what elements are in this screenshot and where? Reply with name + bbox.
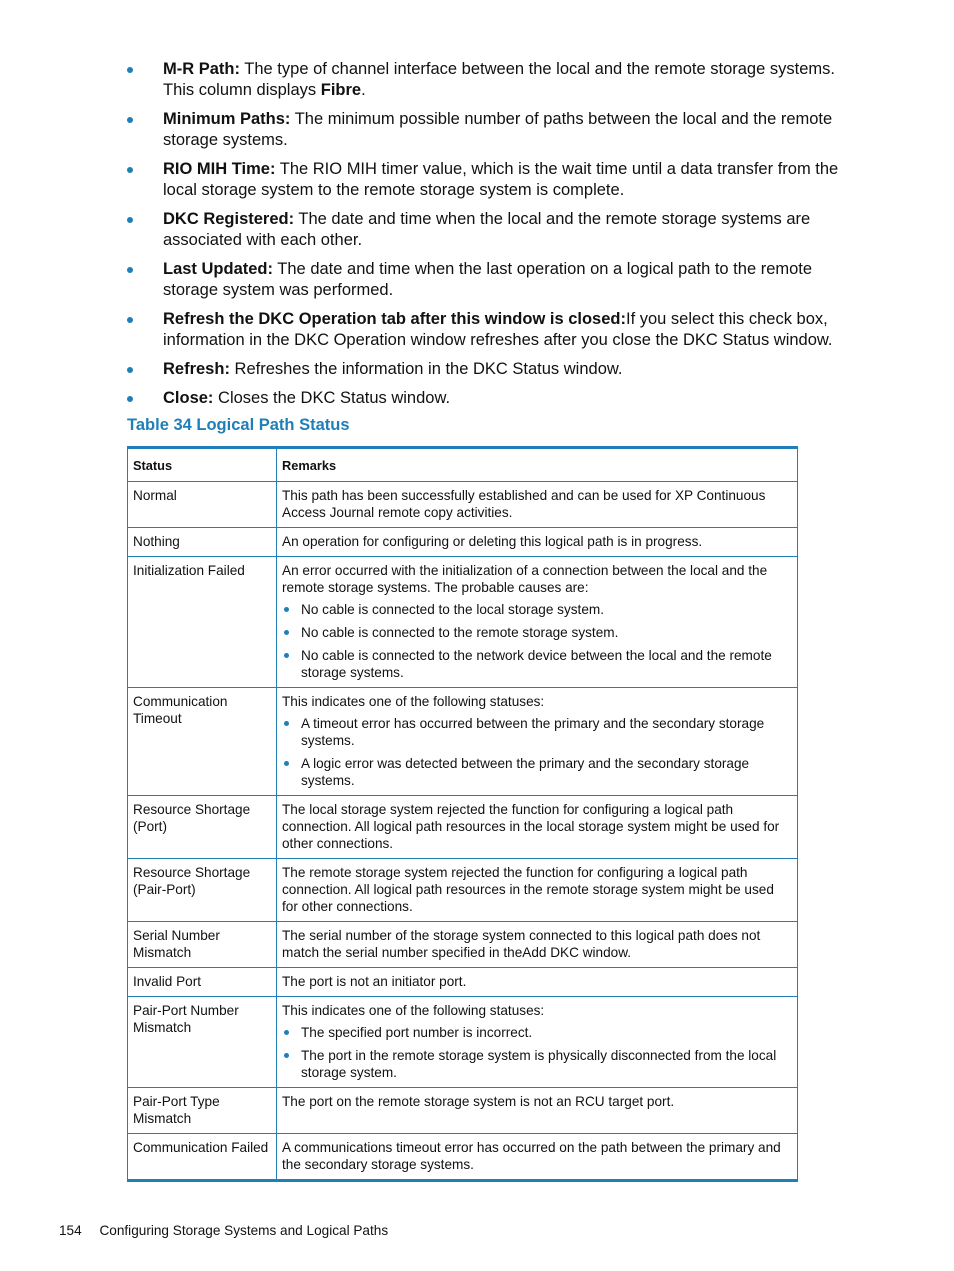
footer-section-title: Configuring Storage Systems and Logical Paths — [99, 1223, 389, 1238]
table-row — [128, 688, 798, 796]
status-cell: Resource Shortage (Port) — [128, 796, 277, 859]
list-item-description: The type of channel interface between the local and the remote storage systems. This column displays — [163, 60, 835, 99]
bullet-dot-icon — [284, 653, 289, 658]
remarks-bullet-text: A timeout error has occurred between the primary and the secondary storage systems. — [301, 716, 765, 748]
remarks-bullet-text: No cable is connected to the remote storage system. — [301, 625, 619, 640]
status-cell: Serial Number Mismatch — [128, 922, 277, 968]
bullet-dot-icon — [284, 630, 289, 635]
status-cell: Communication Timeout — [128, 688, 277, 796]
remarks-text: The local storage system rejected the function for configuring a logical path connection. All logical path resources in the local storage system might be used for other connections. — [282, 802, 780, 851]
list-item — [127, 309, 867, 351]
status-cell: Normal — [128, 482, 277, 528]
remarks-text: The serial number of the storage system connected to this logical path does not match the serial number specified in theAdd DKC window. — [282, 928, 761, 960]
list-item-term: DKC Registered: — [163, 210, 295, 228]
remarks-bullet-item — [282, 1024, 793, 1041]
table-row — [128, 528, 798, 557]
list-item — [127, 209, 867, 251]
page-number: 154 — [59, 1223, 82, 1238]
table-row — [128, 997, 798, 1088]
remarks-text: The remote storage system rejected the function for configuring a logical path connection. All logical path resources in the remote storage system might be used for other connections. — [282, 865, 774, 914]
remarks-bullet-text: The port in the remote storage system is physically disconnected from the local storage system. — [301, 1048, 777, 1080]
bullet-dot-icon — [284, 721, 289, 726]
bullet-dot-icon — [127, 67, 133, 73]
bullet-dot-icon — [127, 317, 133, 323]
table-row — [128, 922, 798, 968]
remarks-cell — [277, 796, 798, 859]
remarks-text: An error occurred with the initialization of a connection between the local and the remote storage systems. The probable causes are: — [282, 563, 768, 595]
list-item-description: Refreshes the information in the DKC Status window. — [229, 360, 623, 378]
bullet-dot-icon — [127, 167, 133, 173]
table-row — [128, 968, 798, 997]
status-cell: Invalid Port — [128, 968, 277, 997]
remarks-text: This path has been successfully established and can be used for XP Continuous Access Journal remote copy activities. — [282, 488, 766, 520]
status-cell: Pair-Port Type Mismatch — [128, 1088, 277, 1134]
remarks-text: The port is not an initiator port. — [282, 974, 467, 989]
bullet-dot-icon — [127, 217, 133, 223]
remarks-bullet-text: The specified port number is incorrect. — [301, 1025, 533, 1040]
table-row — [128, 482, 798, 528]
remarks-cell — [277, 1088, 798, 1134]
list-item-value: Fibre — [320, 81, 362, 99]
list-item-term: Close: — [163, 389, 214, 407]
remarks-bullet-item — [282, 624, 793, 641]
remarks-bullet-list — [282, 1024, 793, 1081]
remarks-cell — [277, 557, 798, 688]
list-item-tail: . — [361, 81, 366, 99]
bullet-dot-icon — [127, 117, 133, 123]
list-item-description: The minimum possible number of paths between the local and the remote storage systems. — [163, 110, 833, 149]
remarks-bullet-text: No cable is connected to the network device between the local and the remote storage systems. — [301, 648, 772, 680]
remarks-bullet-item — [282, 647, 793, 681]
remarks-text: The port on the remote storage system is not an RCU target port. — [282, 1094, 675, 1109]
remarks-bullet-list — [282, 715, 793, 789]
table-row — [128, 1134, 798, 1181]
remarks-bullet-text: No cable is connected to the local storage system. — [301, 602, 604, 617]
remarks-bullet-item — [282, 715, 793, 749]
column-header-remarks: Remarks — [277, 448, 798, 482]
remarks-bullet-item — [282, 601, 793, 618]
remarks-cell — [277, 968, 798, 997]
table-row — [128, 557, 798, 688]
list-item-description: If you select this check box, information in the DKC Operation window refreshes after you close the DKC Status window. — [163, 310, 833, 349]
remarks-bullet-item — [282, 1047, 793, 1081]
remarks-cell — [277, 528, 798, 557]
remarks-cell — [277, 922, 798, 968]
list-item — [127, 388, 867, 409]
list-item-term: RIO MIH Time: — [163, 160, 276, 178]
list-item-description: The date and time when the local and the remote storage systems are associated with each other. — [163, 210, 811, 249]
remarks-cell — [277, 997, 798, 1088]
list-item-description: The date and time when the last operation on a logical path to the remote storage system was performed. — [163, 260, 813, 299]
remarks-bullet-item — [282, 755, 793, 789]
list-item-term: M-R Path: — [163, 60, 240, 78]
logical-path-status-table — [127, 446, 798, 1182]
status-cell: Nothing — [128, 528, 277, 557]
remarks-bullet-list — [282, 601, 793, 681]
remarks-cell — [277, 1134, 798, 1181]
field-description-list — [127, 59, 867, 417]
status-cell: Pair-Port Number Mismatch — [128, 997, 277, 1088]
page-footer — [59, 1223, 388, 1238]
list-item-term: Refresh the DKC Operation tab after this window is closed: — [163, 310, 626, 328]
status-cell: Communication Failed — [128, 1134, 277, 1181]
status-cell: Initialization Failed — [128, 557, 277, 688]
list-item-description: The RIO MIH timer value, which is the wait time until a data transfer from the local storage system to the remote storage system is complete. — [163, 160, 839, 199]
list-item — [127, 159, 867, 201]
status-cell: Resource Shortage (Pair-Port) — [128, 859, 277, 922]
list-item-term: Minimum Paths: — [163, 110, 291, 128]
list-item — [127, 359, 867, 380]
table-caption: Table 34 Logical Path Status — [127, 416, 350, 434]
table-header-row — [128, 448, 798, 482]
list-item-description: Closes the DKC Status window. — [213, 389, 451, 407]
remarks-text: A communications timeout error has occurred on the path between the primary and the secondary storage systems. — [282, 1140, 781, 1172]
bullet-dot-icon — [284, 1053, 289, 1058]
bullet-dot-icon — [127, 396, 133, 402]
table-row — [128, 1088, 798, 1134]
remarks-cell — [277, 688, 798, 796]
remarks-text: This indicates one of the following statuses: — [282, 694, 545, 709]
table-row — [128, 796, 798, 859]
list-item-term: Refresh: — [163, 360, 230, 378]
list-item — [127, 259, 867, 301]
remarks-cell — [277, 859, 798, 922]
table-row — [128, 859, 798, 922]
bullet-dot-icon — [127, 367, 133, 373]
column-header-status: Status — [128, 448, 277, 482]
remarks-cell — [277, 482, 798, 528]
bullet-dot-icon — [284, 607, 289, 612]
list-item — [127, 59, 867, 101]
bullet-dot-icon — [284, 1030, 289, 1035]
remarks-text: An operation for configuring or deleting this logical path is in progress. — [282, 534, 703, 549]
remarks-text: This indicates one of the following statuses: — [282, 1003, 545, 1018]
list-item-term: Last Updated: — [163, 260, 274, 278]
remarks-bullet-text: A logic error was detected between the primary and the secondary storage systems. — [301, 756, 750, 788]
bullet-dot-icon — [284, 761, 289, 766]
bullet-dot-icon — [127, 267, 133, 273]
list-item — [127, 109, 867, 151]
